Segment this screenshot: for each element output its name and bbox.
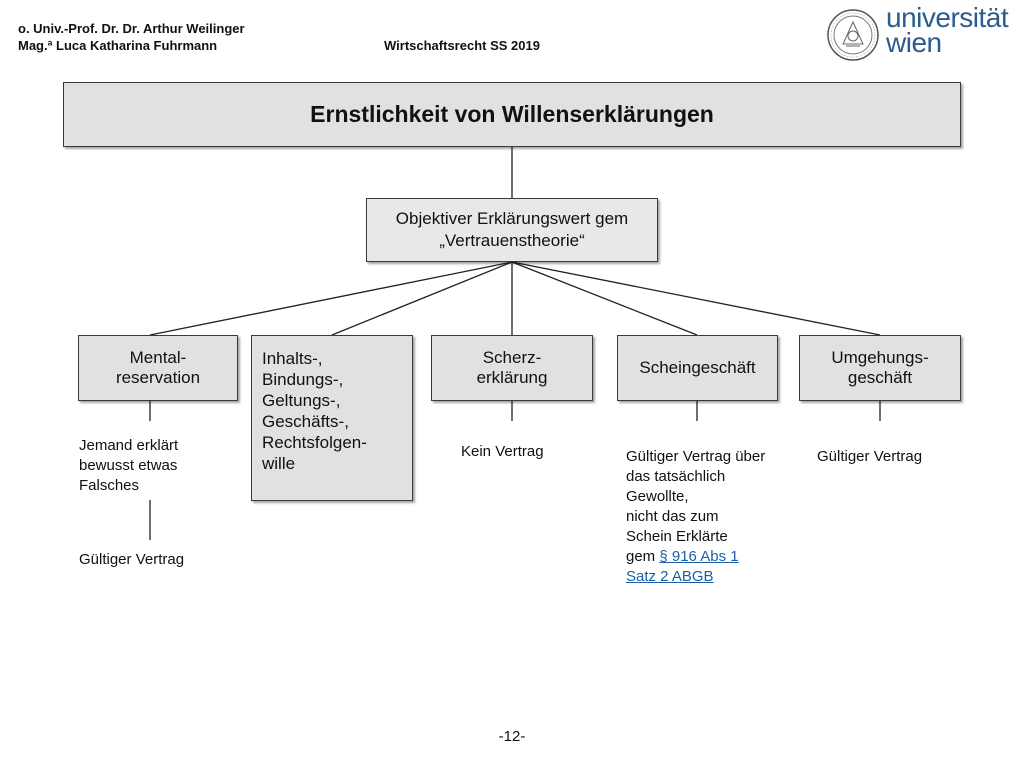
note-line: nicht das zum	[626, 508, 719, 525]
node-umgehungsgeschaeft	[799, 335, 961, 401]
note-line: Falsches	[79, 477, 140, 494]
abgb-link-continued[interactable]: Satz 2 ABGB	[626, 568, 714, 585]
node-label-line: Umgehungs-	[831, 348, 929, 367]
note-umgehungsgeschaeft: Gültiger Vertrag	[817, 448, 923, 465]
note-line: bewusst etwas	[79, 457, 178, 474]
node-label-line: reservation	[115, 368, 201, 387]
node-label-line: Scherz-	[482, 348, 542, 367]
node-mentalreservation	[78, 335, 238, 401]
node-label-line: Rechtsfolgen-	[262, 433, 367, 452]
note-line: Jemand erklärt	[79, 437, 179, 454]
node-label-line: Bindungs-,	[262, 370, 344, 389]
node-label-line: geschäft	[847, 368, 913, 387]
note-line: Gewollte,	[626, 488, 689, 505]
node-label-line: Geschäfts-,	[262, 412, 349, 431]
root-node	[366, 198, 658, 262]
logo-line-1: universität	[886, 2, 1009, 33]
note-line: Gültiger Vertrag über	[626, 448, 766, 465]
page-number: -12-	[498, 728, 526, 745]
node-label-line: Scheingeschäft	[639, 358, 756, 377]
note-scheingeschaeft	[626, 447, 765, 587]
note-line: das tatsächlich	[626, 468, 726, 485]
diagram-title	[63, 82, 961, 147]
node-label-line: Geltungs-,	[262, 391, 341, 410]
course-title: Wirtschaftsrecht SS 2019	[384, 38, 540, 53]
node-label-line: Mental-	[129, 348, 187, 367]
note-scherzerklaerung: Kein Vertrag	[461, 443, 544, 460]
note-line	[626, 547, 765, 567]
author-name-1: o. Univ.-Prof. Dr. Dr. Arthur Weilinger	[18, 21, 245, 36]
diagram-title-text: Ernstlichkeit von Willenserklärungen	[310, 101, 714, 127]
root-node-line-1: Objektiver Erklärungswert gem	[395, 209, 629, 228]
note-gem-text: gem	[626, 548, 660, 565]
node-scherzerklaerung	[431, 335, 593, 401]
note-mentalreservation-result: Gültiger Vertrag	[79, 551, 185, 568]
abgb-link[interactable]: § 916 Abs 1	[659, 548, 739, 565]
node-label-line: wille	[262, 454, 296, 473]
node-inhalts-wille	[251, 335, 413, 501]
note-mentalreservation	[79, 436, 178, 496]
author-name-2: Mag.ª Luca Katharina Fuhrmann	[18, 38, 218, 53]
node-label-line: erklärung	[476, 368, 548, 387]
root-node-line-2: „Vertrauenstheorie“	[439, 231, 585, 250]
node-label-line: Inhalts-,	[262, 349, 323, 368]
node-scheingeschaeft	[617, 335, 778, 401]
logo-line-2: wien	[886, 27, 942, 58]
note-line: Schein Erklärte	[626, 528, 728, 545]
note-line	[626, 567, 765, 587]
